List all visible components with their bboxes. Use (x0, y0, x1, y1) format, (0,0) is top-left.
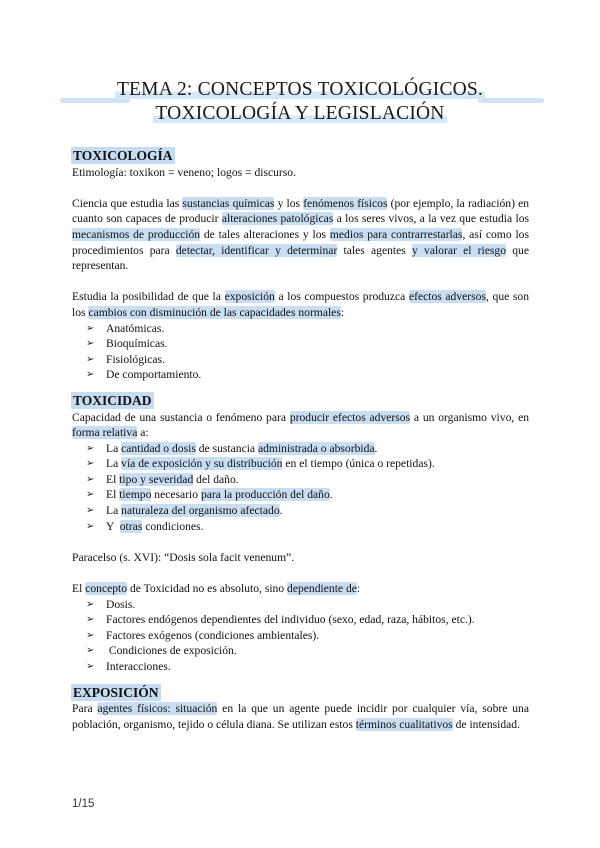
arrow-bullet-icon: ➢ (86, 505, 95, 517)
section-heading-toxicologia: TOXICOLOGÍA (73, 148, 173, 163)
arrow-bullet-icon: ➢ (86, 598, 95, 610)
toxicidad-dependencia: El concepto de Toxicidad no es absoluto, sino dependiente de: (72, 582, 361, 596)
arrow-bullet-icon: ➢ (86, 661, 95, 672)
exposicion-definition: Para agentes físicos: situación en la que un agente puede incidir por cualquier vía, sobre una población, organismo, tejido o célula diana. Se utilizan estos términos cualitativos de intensidad. (72, 702, 529, 731)
list-item: ➢ Anatómicas. (86, 321, 165, 335)
arrow-bullet-icon: ➢ (86, 645, 95, 657)
arrow-bullet-icon: ➢ (86, 520, 95, 532)
etimologia-text: Etimología: toxikon = veneno; logos = discurso. (72, 165, 297, 179)
toxicidad-factors-list (72, 441, 529, 535)
document-title (0, 78, 600, 126)
section-heading-toxicidad: TOXICIDAD (73, 392, 152, 408)
list-item: ➢ Y otras condiciones. (86, 519, 204, 533)
page-number: 1/15 (72, 798, 95, 810)
title-line-1: TEMA 2: CONCEPTOS TOXICOLÓGICOS. (116, 79, 484, 100)
list-item: ➢ De comportamiento. (86, 368, 202, 382)
arrow-bullet-icon: ➢ (86, 369, 95, 381)
toxicidad-definition: Capacidad de una sustancia o fenómeno para producir efectos adversos a un organismo vivo, en forma relativa a: (72, 410, 530, 440)
arrow-bullet-icon: ➢ (86, 338, 95, 350)
arrow-bullet-icon: ➢ (86, 629, 95, 641)
toxicologia-efectos: Estudia la posibilidad de que la exposición a los compuestos produzca efectos adversos, que son los cambios con disminución de las capacidades normales: (72, 290, 530, 319)
list-item: ➢ Factores endógenos dependientes del individuo (sexo, edad, raza, hábitos, etc.). (86, 613, 475, 627)
dependencia-list (72, 597, 529, 675)
arrow-bullet-icon: ➢ (86, 442, 95, 454)
list-item: ➢ El tipo y severidad del daño. (86, 472, 239, 486)
arrow-bullet-icon: ➢ (86, 614, 95, 626)
list-item: ➢ Factores exógenos (condiciones ambientales). (86, 628, 320, 642)
list-item: ➢ Fisiológicas. (86, 352, 165, 366)
section-exposicion (72, 684, 529, 733)
paracelso-quote: Paracelso (s. XVI): “Dosis sola facit venenum”. (72, 550, 295, 564)
arrow-bullet-icon: ➢ (86, 458, 95, 470)
arrow-bullet-icon: ➢ (86, 489, 95, 501)
section-heading-exposicion: EXPOSICIÓN (73, 684, 159, 700)
list-item: ➢ Condiciones de exposición. (86, 644, 237, 658)
arrow-bullet-icon: ➢ (86, 353, 95, 365)
arrow-bullet-icon: ➢ (86, 322, 95, 334)
list-item: ➢ Dosis. (86, 597, 136, 611)
section-toxicidad (72, 392, 529, 675)
list-item: ➢ El tiempo necesario para la producción del daño. (86, 488, 333, 502)
section-toxicologia (72, 147, 529, 383)
arrow-bullet-icon: ➢ (86, 473, 95, 485)
list-item: ➢ La naturaleza del organismo afectado. (86, 504, 283, 518)
toxicologia-definition: Ciencia que estudia las sustancias químicas y los fenómenos físicos (por ejemplo, la radiación) en cuanto son capaces de producir alteraciones patológicas a los seres vivos, a la vez que estudia los mecanismos de producción de tales alteraciones y los medios para contrarrestarlas, así como los procedimientos para detectar, identificar y determinar tales agentes y valorar el riesgo que representan. (72, 196, 530, 273)
list-item: ➢ Bioquímicas. (86, 337, 168, 351)
list-item: ➢ La cantidad o dosis de sustancia administrada o absorbida. (86, 441, 378, 455)
list-item: ➢ La vía de exposición y su distribución en el tiempo (única o repetidas). (86, 457, 435, 471)
document-body (72, 147, 529, 732)
efectos-list (72, 321, 529, 383)
list-item: ➢ Interacciones. (86, 660, 171, 673)
title-line-2: TOXICOLOGÍA Y LEGISLACIÓN (155, 103, 445, 124)
